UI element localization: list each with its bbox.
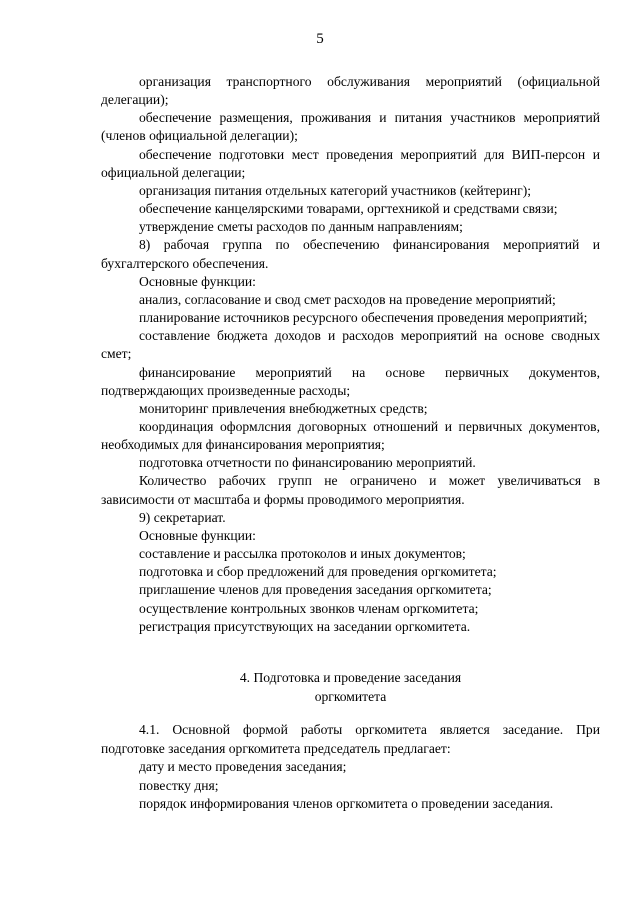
- paragraph: 9) секретариат.: [139, 509, 226, 525]
- paragraph: приглашение членов для проведения заседания оргкомитета;: [139, 582, 492, 598]
- section-heading-line: оргкомитета: [314, 688, 387, 704]
- paragraph: обеспечение канцелярскими товарами, оргтехникой и средствами связи;: [139, 201, 558, 217]
- paragraph: анализ, согласование и свод смет расходов на проведение мероприятий;: [139, 291, 556, 307]
- section-heading-line: 4. Подготовка и проведение заседания: [239, 670, 462, 685]
- paragraph: Основные функции:: [139, 527, 256, 543]
- paragraph: мониторинг привлечения внебюджетных средств;: [139, 400, 428, 416]
- paragraph: составление бюджета доходов и расходов мероприятий на основе сводных смет;: [101, 328, 600, 362]
- paragraph: порядок информирования членов оргкомитета о проведении заседания.: [139, 796, 554, 811]
- paragraph: планирование источников ресурсного обеспечения проведения мероприятий;: [139, 310, 588, 326]
- paragraph: осуществление контрольных звонков членам оргкомитета;: [139, 600, 479, 616]
- paragraph: координация оформлсния договорных отношений и первичных документов, необходимых для финансирования мероприятия;: [101, 418, 600, 453]
- paragraph: обеспечение подготовки мест проведения мероприятий для ВИП-персон и официальной делегации;: [101, 146, 600, 180]
- paragraph: обеспечение размещения, проживания и питания участников мероприятий (членов официальной делегации);: [101, 110, 600, 144]
- section-heading: [101, 669, 600, 706]
- paragraph: организация питания отдельных категорий участников (кейтеринг);: [139, 182, 532, 198]
- paragraph: 8) рабочая группа по обеспечению финансирования мероприятий и бухгалтерского обеспечения.: [101, 237, 600, 271]
- paragraph: подготовка и сбор предложений для проведения оргкомитета;: [139, 564, 497, 580]
- paragraph: подготовка отчетности по финансированию мероприятий.: [139, 455, 476, 471]
- document-body-section-4: [101, 721, 600, 814]
- paragraph: регистрация присутствующих на заседании оргкомитета.: [139, 618, 471, 634]
- document-body: [101, 73, 600, 636]
- paragraph: повестку дня;: [139, 777, 219, 793]
- paragraph: 4.1. Основной формой работы оргкомитета является заседание. При подготовке заседания оргкомитета председатель предлагает:: [101, 722, 600, 756]
- paragraph: Количество рабочих групп не ограничено и может увеличиваться в зависимости от масштаба и формы проводимого мероприятия.: [101, 473, 600, 507]
- paragraph: дату и место проведения заседания;: [139, 759, 347, 774]
- paragraph: организация транспортного обслуживания мероприятий (официальной делегации);: [101, 74, 600, 108]
- paragraph: утверждение сметы расходов по данным направлениям;: [139, 219, 463, 235]
- paragraph: Основные функции:: [139, 273, 256, 289]
- paragraph: финансирование мероприятий на основе первичных документов, подтверждающих произведенные расходы;: [101, 364, 600, 398]
- paragraph: составление и рассылка протоколов и иных документов;: [139, 546, 466, 562]
- page-number: 5: [316, 31, 324, 47]
